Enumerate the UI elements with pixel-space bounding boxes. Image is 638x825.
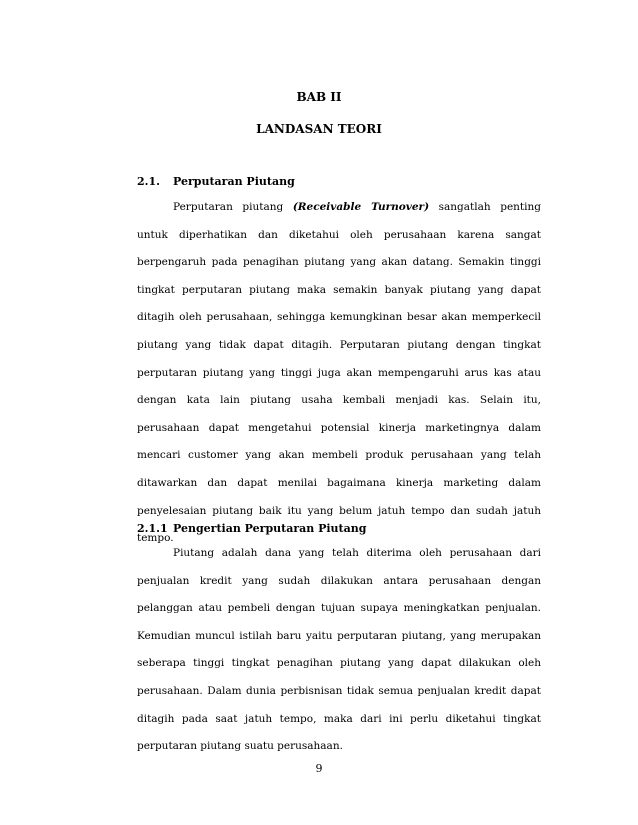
section-2-1-1-paragraph: Piutang adalah dana yang telah diterima oleh perusahaan dari penjualan kredit yang sudah dilakukan antara perusahaan dengan pelanggan atau pembeli dengan tujuan supaya meningkatkan penjualan. Kemudian muncul istilah baru yaitu perputaran piutang, yang merupakan seberapa tinggi tingkat penagihan piutang yang dapat dilakukan oleh perusahaan. Dalam dunia perbisnisan tidak semua penjualan kredit dapat ditagih pada saat jatuh tempo, maka dari ini perlu diketahui tingkat perputaran piutang suatu perusahaan. [137,547,541,753]
paragraph-text-start: Perputaran piutang [173,201,293,213]
section-2-1-paragraph [137,194,541,553]
chapter-title: LANDASAN TEORI [256,122,382,136]
subsection-title: Pengertian Perputaran Piutang [173,522,367,535]
paragraph-text-rest: sangatlah penting untuk diperhatikan dan diketahui oleh perusahaan karena sangat berpengaruh pada penagihan piutang yang akan datang. Semakin tinggi tingkat perputaran piutang maka semakin banyak piutang yang dapat ditagih oleh perusahaan, sehingga kemungkinan besar akan memperkecil piutang yang tidak dapat ditagih. Perputaran piutang dengan tingkat perputaran piutang yang tinggi juga akan mempengaruhi arus kas atau dengan kata lain piutang usaha kembali menjadi kas. Selain itu, perusahaan dapat mengetahui potensial kinerja marketingnya dalam mencari customer yang akan membeli produk perusahaan yang telah ditawarkan dan dapat menilai bagaimana kinerja marketing dalam penyelesaian piutang baik itu yang belum jatuh tempo dan sudah jatuh tempo. [137,201,541,545]
section-number: 2.1. [137,175,160,188]
section-heading-2-1-1 [137,522,366,536]
subsection-number: 2.1.1 [137,522,168,535]
page-number: 9 [315,762,323,775]
section-heading-2-1 [137,175,295,189]
section-title: Perputaran Piutang [173,175,295,188]
receivable-turnover-term: (Receivable Turnover) [292,201,430,213]
chapter-number: BAB II [296,90,342,104]
